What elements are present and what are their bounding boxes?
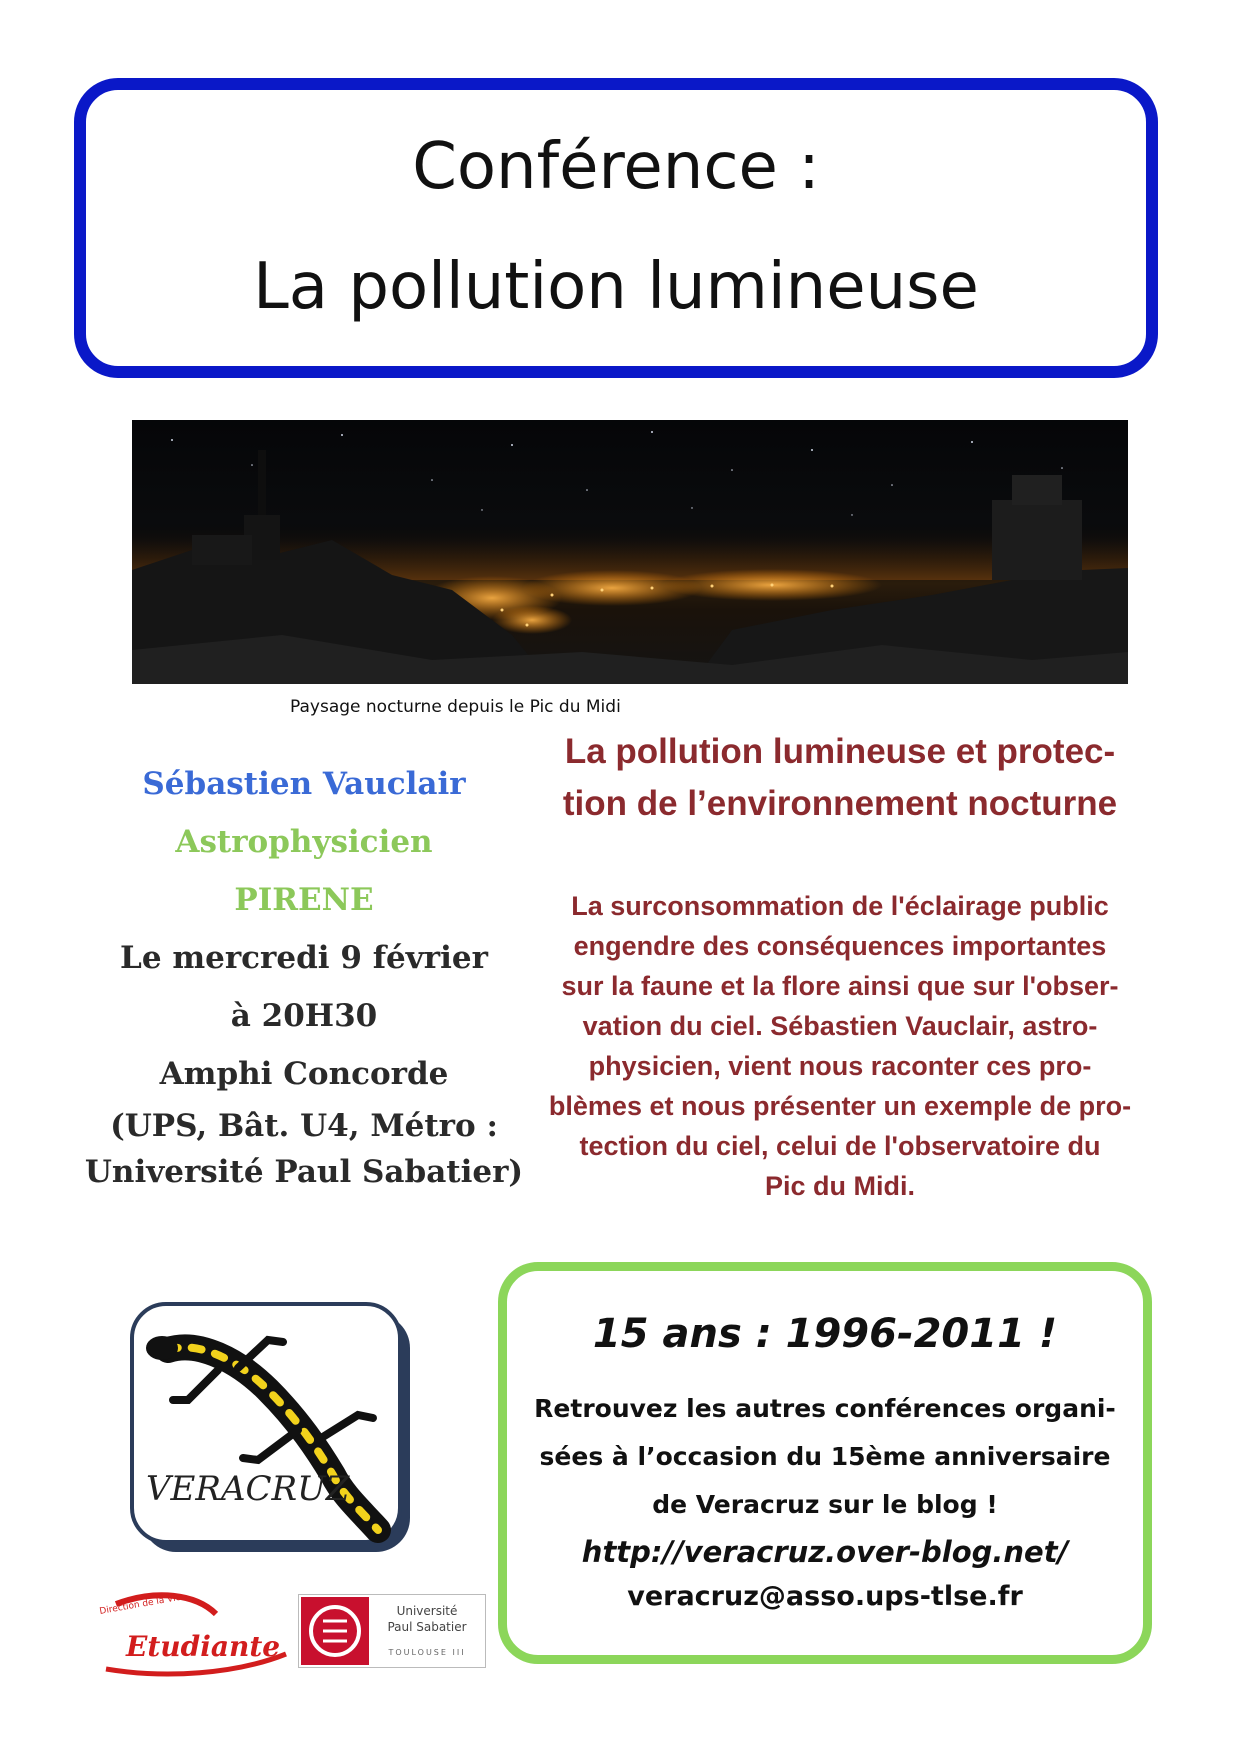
anniversary-box [498,1262,1152,1664]
event-address-line-1: (UPS, Bât. U4, Métro : [110,1108,498,1144]
anniversary-text-line-2: sées à l’occasion du 15ème anniversaire [539,1442,1111,1471]
veracruz-logo [128,1300,414,1556]
event-venue: Amphi Concorde [159,1056,449,1092]
event-address-line-2: Université Paul Sabatier) [84,1154,524,1190]
talk-title [534,726,1146,830]
vie-logo-line-1: Direction de la Vie [98,1592,182,1617]
abstract-line: tection du ciel, celui de l'observatoire du [579,1131,1101,1161]
anniversary-text-line-3: de Veracruz sur le blog ! [652,1490,998,1519]
photo-caption: Paysage nocturne depuis le Pic du Midi [290,697,621,717]
anniversary-text-line-1: Retrouvez les autres conférences organi- [534,1394,1116,1423]
speaker-lab: PIRENE [234,882,374,918]
ups-logo [298,1594,486,1668]
event-date: Le mercredi 9 février [120,940,488,976]
talk-abstract [534,886,1146,1206]
vie-logo-line-2: Etudiante [126,1630,281,1663]
talk-title-line-2: tion de l’environnement nocturne [562,784,1118,823]
abstract-line: physicien, vient nous raconter ces pro- [588,1051,1092,1081]
abstract-line: engendre des conséquences importantes [573,931,1107,961]
speaker-name: Sébastien Vauclair [142,766,466,802]
anniversary-text [507,1385,1143,1529]
vie-etudiante-logo [96,1584,292,1680]
abstract-line: blèmes et nous présenter un exemple de pro- [548,1091,1132,1121]
ups-logo-line-2: Paul Sabatier [387,1620,467,1634]
title-box [74,78,1158,378]
talk-description [534,726,1146,1206]
title-line-1: Conférence : [412,130,820,204]
abstract-line: sur la faune et la flore ainsi que sur l'obser- [561,971,1119,1001]
abstract-line: La surconsommation de l'éclairage public [571,891,1109,921]
speaker-role: Astrophysicien [175,824,433,860]
anniversary-headline: 15 ans : 1996-2011 ! [592,1311,1058,1357]
email-link[interactable]: veracruz@asso.ups-tlse.fr [627,1581,1023,1612]
abstract-line: vation du ciel. Sébastien Vauclair, astro- [582,1011,1098,1041]
veracruz-logo-text: VERACRUZ [146,1469,350,1509]
ups-logo-line-1: Université [396,1604,458,1618]
blog-url-link[interactable]: http://veracruz.over-blog.net/ [581,1535,1069,1569]
title-line-2: La pollution lumineuse [253,250,979,324]
ups-logo-line-3: TOULOUSE III [388,1648,466,1657]
talk-title-line-1: La pollution lumineuse et protec- [564,732,1116,771]
night-landscape-photo [132,420,1128,684]
abstract-line: Pic du Midi. [764,1171,915,1201]
event-details [70,755,538,1195]
event-time: à 20H30 [230,998,378,1034]
